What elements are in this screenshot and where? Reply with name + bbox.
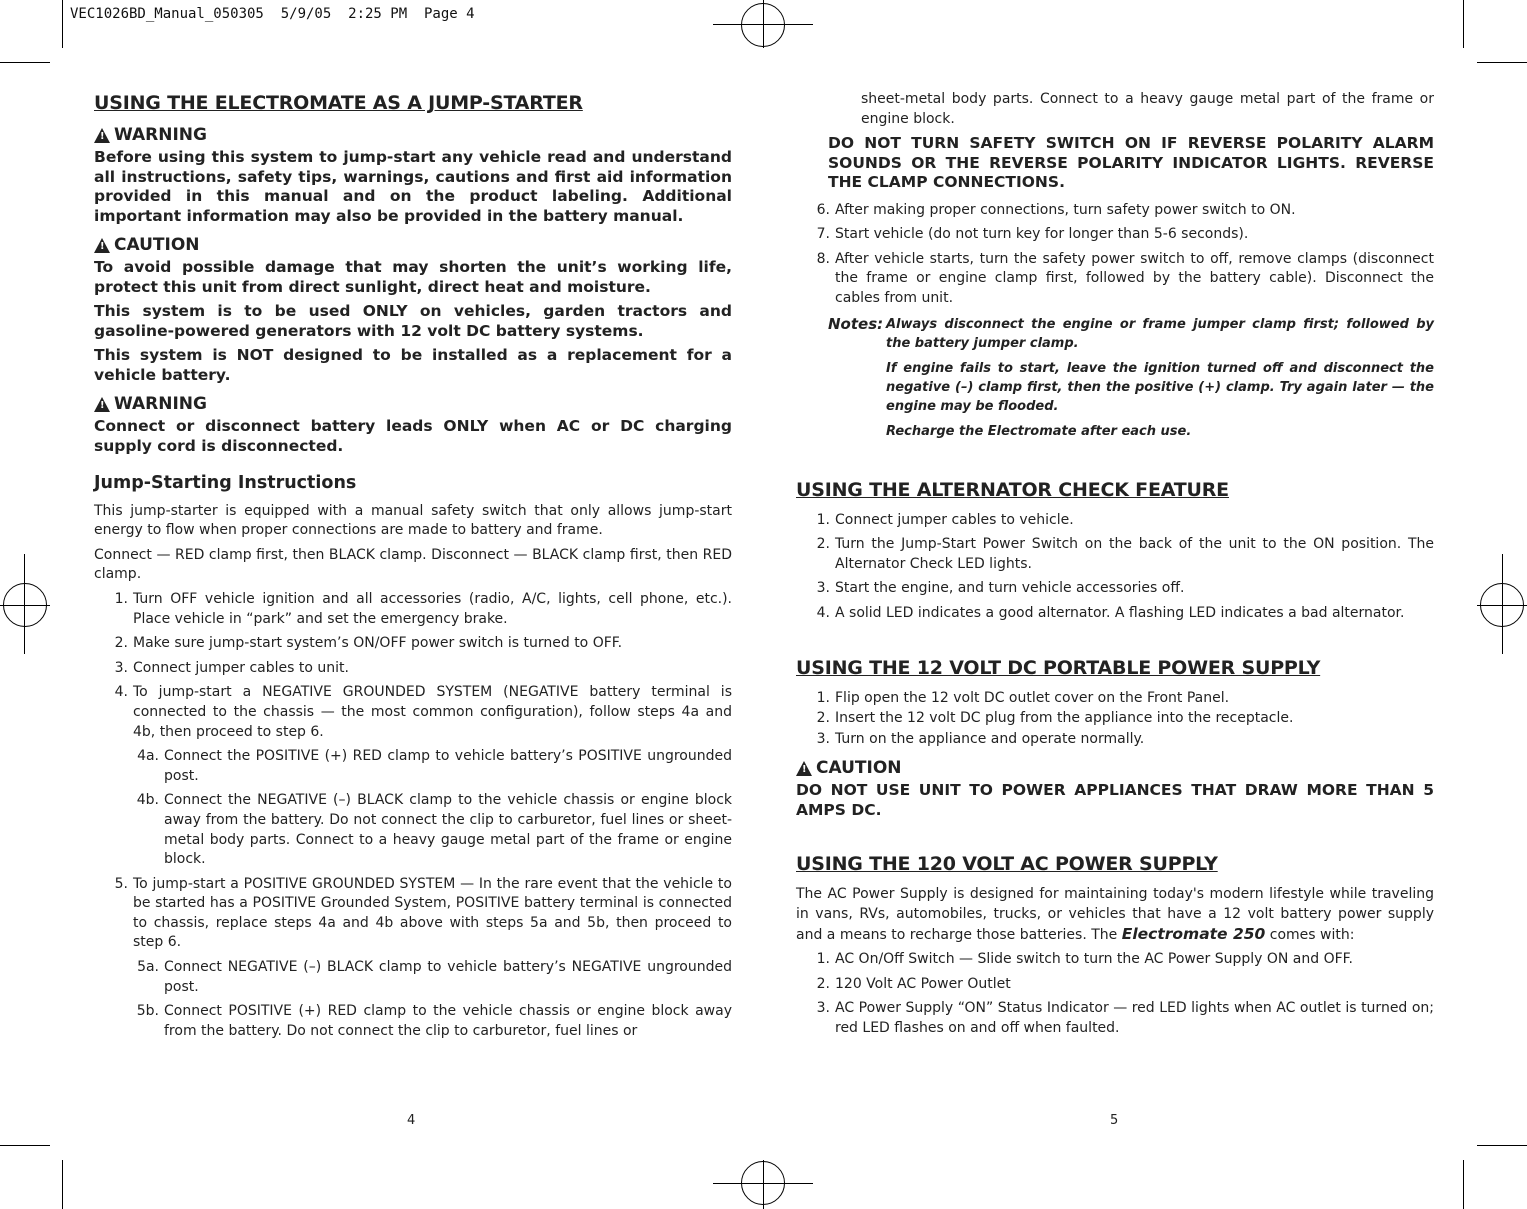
page-number: 4 xyxy=(407,1113,416,1128)
list-item: 5b. Connect POSITIVE (+) RED clamp to the vehicle chassis or engine block away from the battery. Do not connect the clip to carburetor, fuel lines or xyxy=(136,1003,732,1039)
page-number: 5 xyxy=(1110,1113,1119,1128)
note-item: Always disconnect the engine or frame jumper clamp first; followed by the battery jumper clamp. xyxy=(886,316,1434,351)
registration-line xyxy=(763,1160,764,1209)
crop-mark xyxy=(1463,0,1464,48)
list-item: 1. AC On/Off Switch — Slide switch to turn the AC Power Supply ON and OFF. xyxy=(816,951,1353,968)
notes-block xyxy=(828,315,1434,447)
caution-text: This system is NOT designed to be installed as a replacement for a vehicle battery. xyxy=(94,346,732,384)
caution-text: To avoid possible damage that may shorten the unit’s working life, protect this unit from direct sunlight, direct heat and moisture. xyxy=(94,258,732,296)
warning-heading: ! WARNING xyxy=(94,124,732,146)
list-item: 2. Make sure jump-start system’s ON/OFF power switch is turned to OFF. xyxy=(114,635,623,652)
jump-start-steps xyxy=(94,590,732,742)
note-item: Recharge the Electromate after each use. xyxy=(886,423,1192,439)
section-title-jump-starter: USING THE ELECTROMATE AS A JUMP-STARTER xyxy=(94,92,583,114)
caution-heading: ! CAUTION xyxy=(94,234,732,256)
warning-heading: ! WARNING xyxy=(94,393,732,415)
crop-mark xyxy=(62,0,63,48)
crop-mark xyxy=(1463,1160,1464,1209)
notes-label: Notes: xyxy=(828,314,884,333)
registration-line xyxy=(763,0,764,48)
ac-intro-paragraph: The AC Power Supply is designed for maintaining today's modern lifestyle while traveling in vans, RVs, automobiles, trucks, or vehicles that have a 12 volt battery power supply and a means to recharge those batteries. The Electromate 250 comes with: xyxy=(796,886,1434,943)
crop-mark xyxy=(62,1160,63,1209)
reverse-polarity-warning: DO NOT TURN SAFETY SWITCH ON IF REVERSE POLARITY ALARM SOUNDS OR THE REVERSE POLARITY INDICATOR LIGHTS. REVERSE THE CLAMP CONNECTIONS. xyxy=(828,134,1434,192)
list-item: 1. Flip open the 12 volt DC outlet cover on the Front Panel. xyxy=(816,689,1230,706)
print-slug: VEC1026BD_Manual_050305 5/9/05 2:25 PM Page 4 xyxy=(70,6,475,22)
list-item: 1. Turn OFF vehicle ignition and all accessories (radio, A/C, lights, cell phone, etc.). Place vehicle in “park” and set the emergency brake. xyxy=(114,590,732,627)
crop-mark xyxy=(0,1145,50,1146)
intro-paragraph: This jump-starter is equipped with a manual safety switch that only allows jump-start energy to flow when proper connections are made to battery and frame. xyxy=(94,502,732,539)
caution-text: DO NOT USE UNIT TO POWER APPLIANCES THAT DRAW MORE THAN 5 AMPS DC. xyxy=(796,781,1434,819)
list-item: 2. Insert the 12 volt DC plug from the appliance into the receptacle. xyxy=(816,710,1294,727)
list-item: 3. Turn on the appliance and operate normally. xyxy=(816,730,1145,747)
caution-heading: ! CAUTION xyxy=(796,757,1434,779)
subsection-title: Jump-Starting Instructions xyxy=(94,473,357,493)
jump-start-steps xyxy=(94,875,732,953)
list-item: 1. Connect jumper cables to vehicle. xyxy=(816,511,1074,528)
section-title-dc-supply: USING THE 12 VOLT DC PORTABLE POWER SUPPLY xyxy=(796,656,1321,679)
list-item: 8. After vehicle starts, turn the safety power switch to off, remove clamps (disconnect the frame or engine clamp first, followed by the battery cable). Disconnect the cables from unit. xyxy=(816,250,1434,307)
list-item: 4. A solid LED indicates a good alternator. A flashing LED indicates a bad alternator. xyxy=(816,605,1405,622)
crop-mark xyxy=(1477,1145,1527,1146)
jump-start-steps xyxy=(796,201,1434,309)
caution-text: This system is to be used ONLY on vehicles, garden tractors and gasoline-powered generators with 12 volt DC battery systems. xyxy=(94,302,732,340)
warning-text: Before using this system to jump-start any vehicle read and understand all instructions, safety tips, warnings, cautions and first aid information provided in this manual and on the product labeling. Additional important information may also be provided in the battery manual. xyxy=(94,148,732,225)
list-item: 3. Start the engine, and turn vehicle accessories off. xyxy=(816,580,1185,597)
right-page xyxy=(796,90,1434,1044)
intro-paragraph: Connect — RED clamp first, then BLACK clamp. Disconnect — BLACK clamp first, then RED clamp. xyxy=(94,546,732,583)
list-item: 2. Turn the Jump-Start Power Switch on the back of the unit to the ON position. The Alternator Check LED lights. xyxy=(816,536,1434,572)
warning-triangle-icon xyxy=(94,128,110,143)
warning-triangle-icon xyxy=(94,397,110,412)
section-title-alternator: USING THE ALTERNATOR CHECK FEATURE xyxy=(796,478,1229,501)
dc-steps xyxy=(796,689,1434,750)
crop-mark xyxy=(1477,62,1527,63)
registration-line xyxy=(0,605,50,606)
note-item: If engine fails to start, leave the ignition turned off and disconnect the negative (–) clamp first, then the positive (+) clamp. Try again later — the engine may be flooded. xyxy=(886,360,1434,414)
brand-name: Electromate 250 xyxy=(1121,924,1266,943)
ac-steps xyxy=(796,950,1434,1038)
registration-line xyxy=(1502,554,1503,654)
jump-start-substeps xyxy=(94,747,732,870)
alternator-steps xyxy=(796,511,1434,624)
list-item: 4b. Connect the NEGATIVE (–) BLACK clamp to the vehicle chassis or engine block away from the battery. Do not connect the clip to carburetor, fuel lines or sheet-metal body parts. Connect to a heavy gauge metal part of the frame or engine block. xyxy=(136,792,732,868)
list-item: 4a. Connect the POSITIVE (+) RED clamp to vehicle battery’s POSITIVE ungrounded post. xyxy=(137,748,732,784)
warning-text: Connect or disconnect battery leads ONLY when AC or DC charging supply cord is disconnected. xyxy=(94,417,732,455)
list-item: 3. AC Power Supply “ON” Status Indicator — red LED lights when AC outlet is turned on; red LED flashes on and off when faulted. xyxy=(816,1000,1434,1036)
list-item: 2. 120 Volt AC Power Outlet xyxy=(816,975,1011,992)
list-item: 6. After making proper connections, turn safety power switch to ON. xyxy=(816,201,1296,218)
registration-line xyxy=(24,554,25,654)
crop-mark xyxy=(0,62,50,63)
jump-start-substeps xyxy=(94,958,732,1041)
list-item: 3. Connect jumper cables to unit. xyxy=(114,659,349,676)
left-page xyxy=(94,90,732,1046)
list-item: 5a. Connect NEGATIVE (–) BLACK clamp to vehicle battery’s NEGATIVE ungrounded post. xyxy=(137,959,732,995)
section-title-ac-supply: USING THE 120 VOLT AC POWER SUPPLY xyxy=(796,853,1218,876)
list-item: 4. To jump-start a NEGATIVE GROUNDED SYSTEM (NEGATIVE battery terminal is connected to the chassis — the most common configuration), follow steps 4a and 4b, then proceed to step 6. xyxy=(114,684,732,740)
list-item: 5. To jump-start a POSITIVE GROUNDED SYSTEM — In the rare event that the vehicle to be started has a POSITIVE Grounded System, POSITIVE battery terminal is connected to chassis, replace steps 4a and 4b above with steps 5a and 5b, then proceed to step 6. xyxy=(114,875,732,951)
continued-text: sheet-metal body parts. Connect to a heavy gauge metal part of the frame or engine block. xyxy=(861,91,1434,127)
list-item: 7. Start vehicle (do not turn key for longer than 5-6 seconds). xyxy=(816,226,1249,243)
warning-triangle-icon xyxy=(94,238,110,253)
warning-triangle-icon xyxy=(796,761,812,776)
